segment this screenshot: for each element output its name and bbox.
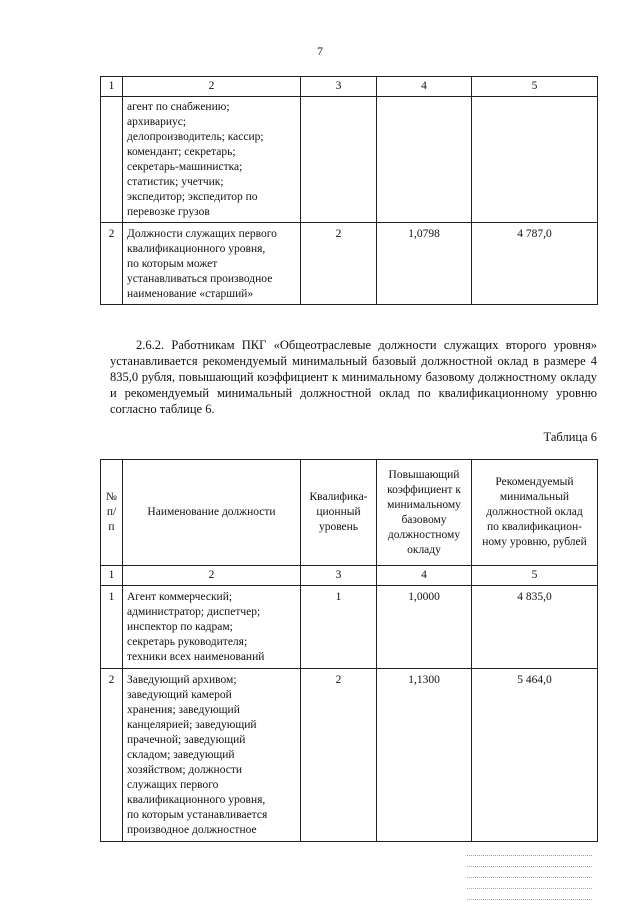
- col-number-cell: 4: [377, 77, 472, 97]
- position-line: прачечной; заведующий: [127, 734, 246, 746]
- header-line: базовому: [401, 513, 447, 526]
- header-position-name: Наименование должности: [123, 460, 301, 566]
- header-line: №: [106, 491, 117, 503]
- header-line: Рекомендуемый: [495, 476, 574, 488]
- position-names-cell: [123, 669, 301, 842]
- row-number: 1: [101, 586, 123, 669]
- header-line: окладу: [407, 543, 441, 556]
- position-line: секретарь руководителя;: [127, 636, 248, 648]
- position-line: агент по снабжению;: [127, 101, 230, 113]
- position-line: устанавливаться производное: [127, 273, 273, 285]
- position-line: канцелярией; заведующий: [127, 719, 257, 731]
- stamp-line: [467, 868, 592, 878]
- header-line: Повышающий: [388, 468, 460, 481]
- qualification-level: 1: [301, 586, 377, 669]
- position-line: наименование «старший»: [127, 288, 254, 300]
- col-number-cell: 5: [472, 77, 598, 97]
- table-row: [101, 223, 598, 305]
- table-row: [101, 669, 598, 842]
- salary-value: [472, 97, 598, 223]
- header-line: минимальный: [499, 491, 570, 503]
- col-number-cell: 5: [472, 566, 598, 586]
- table-row: [101, 97, 598, 223]
- position-line: складом; заведующий: [127, 749, 235, 761]
- header-line: должностной оклад: [486, 506, 583, 518]
- header-line: ционный: [316, 506, 361, 518]
- stamp-line: [467, 857, 592, 867]
- position-line: Агент коммерческий;: [127, 591, 233, 603]
- col-number-cell: 2: [123, 77, 301, 97]
- qualification-level: 2: [301, 669, 377, 842]
- page-number: 7: [317, 44, 323, 58]
- row-number: [101, 97, 123, 223]
- col-number-cell: 2: [123, 566, 301, 586]
- header-line: по квалификацион-: [487, 521, 582, 533]
- header-salary: [472, 460, 598, 566]
- table-header-row: [101, 460, 598, 566]
- position-line: хозяйством; должности: [127, 764, 243, 776]
- header-line: Квалифика-: [309, 491, 368, 503]
- position-line: инспектор по кадрам;: [127, 621, 233, 633]
- header-coefficient: [377, 460, 472, 566]
- coefficient-value: 1,0798: [377, 223, 472, 305]
- position-line: по которым устанавливается: [127, 809, 268, 821]
- position-line: перевозке грузов: [127, 206, 210, 218]
- salary-value: 4 835,0: [472, 586, 598, 669]
- position-line: производное должностное: [127, 824, 257, 836]
- col-number-cell: 1: [101, 566, 123, 586]
- continued-salary-table: [100, 76, 598, 305]
- coefficient-value: 1,1300: [377, 669, 472, 842]
- col-number-cell: 3: [301, 77, 377, 97]
- header-number: [101, 460, 123, 566]
- stamp-line: [467, 890, 592, 900]
- header-line: коэффициент к: [387, 483, 461, 496]
- header-qualification-level: [301, 460, 377, 566]
- position-line: квалификационного уровня,: [127, 794, 266, 806]
- row-number: 2: [101, 669, 123, 842]
- header-line: ному уровню, рублей: [482, 536, 587, 548]
- stamp-line: [467, 879, 592, 889]
- table-6-label: Таблица 6: [543, 430, 597, 444]
- position-names-cell: [123, 97, 301, 223]
- position-names-cell: [123, 223, 301, 305]
- table-number-row: [101, 77, 598, 97]
- table-row: [101, 586, 598, 669]
- position-line: техники всех наименований: [127, 651, 265, 663]
- position-line: делопроизводитель; кассир;: [127, 131, 264, 143]
- header-line: уровень: [318, 521, 359, 533]
- position-line: по которым может: [127, 258, 218, 270]
- position-line: комендант; секретарь;: [127, 146, 236, 158]
- coefficient-value: [377, 97, 472, 223]
- col-number-cell: 3: [301, 566, 377, 586]
- table-number-row: [101, 566, 598, 586]
- position-line: служащих первого: [127, 779, 219, 791]
- position-line: администратор; диспетчер;: [127, 606, 261, 618]
- salary-value: 5 464,0: [472, 669, 598, 842]
- qualification-level: [301, 97, 377, 223]
- paragraph-2-6-2: [110, 337, 597, 417]
- table-6: [100, 459, 598, 842]
- coefficient-value: 1,0000: [377, 586, 472, 669]
- position-line: Должности служащих первого: [127, 228, 277, 240]
- col-number-cell: 1: [101, 77, 123, 97]
- position-line: секретарь-машинистка;: [127, 161, 243, 173]
- header-line: п/п: [106, 506, 117, 533]
- header-line: должностному: [387, 528, 461, 541]
- position-line: Заведующий архивом;: [127, 674, 237, 686]
- faint-stamp: [467, 855, 592, 900]
- paragraph-text: 2.6.2. Работникам ПКГ «Общеотраслевые должности служащих второго уровня» устанавливается рекомендуемый минимальный базовый должностной оклад в размере 4 835,0 рубля, повышающий коэффициент к минимальному базовому должностному окладу и рекомендуемый минимальный должностной оклад по квалификационному уровню согласно таблице 6.: [110, 338, 597, 416]
- position-line: экспедитор; экспедитор по: [127, 191, 258, 203]
- col-number-cell: 4: [377, 566, 472, 586]
- position-line: заведующий камерой: [127, 689, 232, 701]
- position-line: хранения; заведующий: [127, 704, 240, 716]
- position-line: архивариус;: [127, 116, 187, 128]
- salary-value: 4 787,0: [472, 223, 598, 305]
- header-line: минимальному: [387, 498, 461, 511]
- position-line: статистик; учетчик;: [127, 176, 224, 188]
- qualification-level: 2: [301, 223, 377, 305]
- position-line: квалификационного уровня,: [127, 243, 266, 255]
- row-number: 2: [101, 223, 123, 305]
- position-names-cell: [123, 586, 301, 669]
